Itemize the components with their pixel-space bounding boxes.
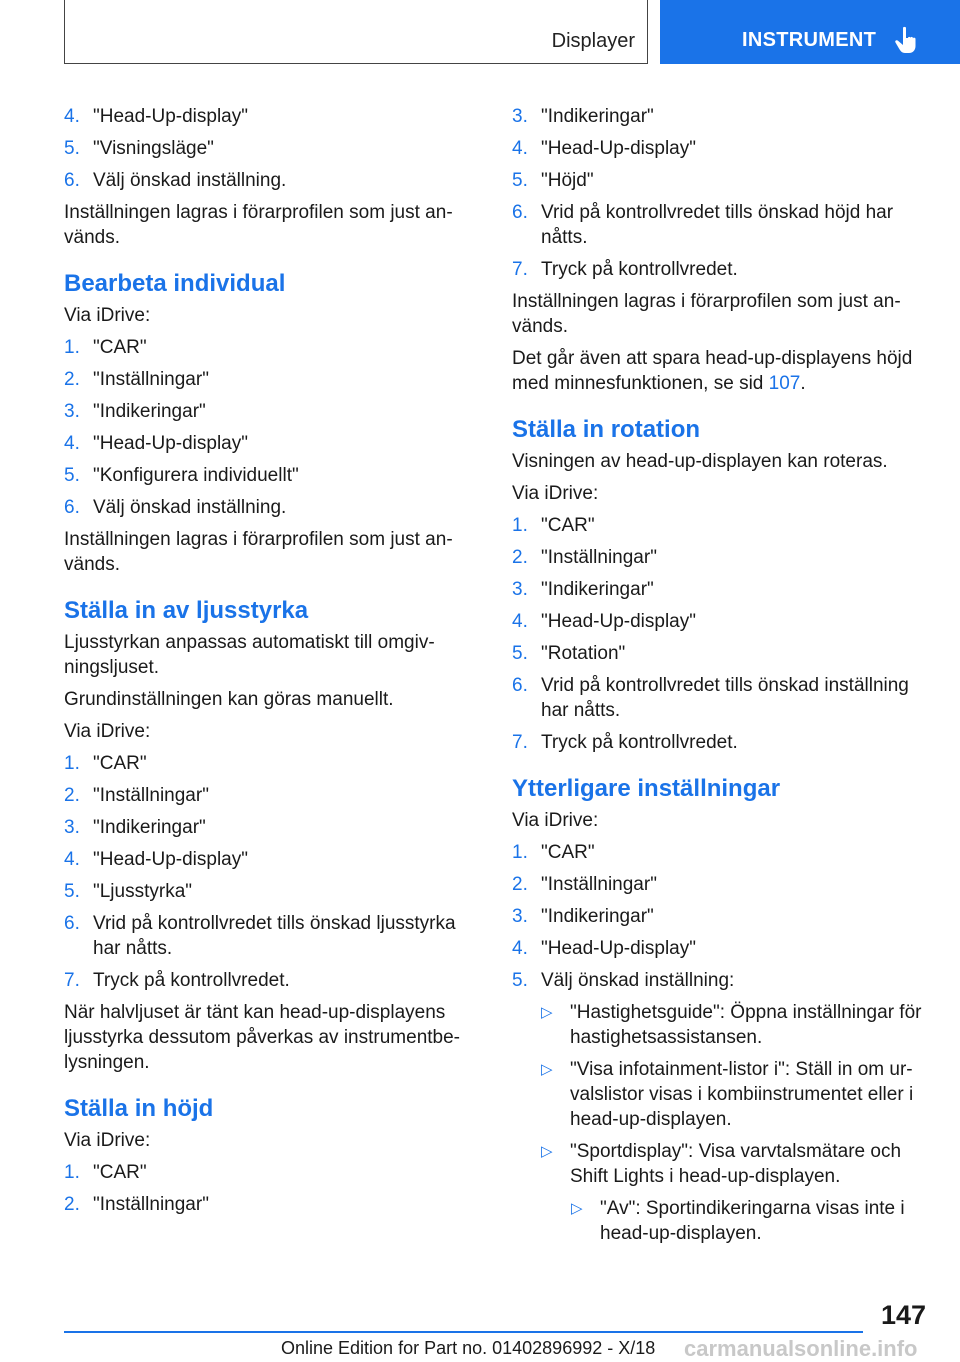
triangle-bullet-icon: ▷ [541, 1061, 553, 1078]
list-item: 1. "CAR" [512, 515, 595, 536]
paragraph: När halvljuset är tänt kan head-up-displayens ljusstyrka dessutom påverkas av instrumentbelysningen. [64, 1002, 460, 1073]
sub-bullet-item: ▷ "Av": Sportindikeringarna visas inte i head-up-displayen. [571, 1198, 905, 1244]
list-item: 6. Vrid på kontrollvredet tills önskad inställning har nåtts. [512, 675, 909, 721]
paragraph: Visningen av head-up-displayen kan roteras. [512, 451, 888, 472]
list-item: 3. "Indikeringar" [64, 401, 206, 422]
list-item: 5. "Rotation" [512, 643, 626, 664]
list-item: 6. Välj önskad inställning. [64, 497, 287, 518]
list-item: 5. "Konfigurera individuellt" [64, 465, 299, 486]
list-item: 3. "Indikeringar" [512, 579, 654, 600]
list-item: 6. Vrid på kontrollvredet tills önskad höjd har nåtts. [512, 202, 894, 248]
paragraph: Grundinställningen kan göras manuellt. [64, 689, 394, 710]
footer-divider [64, 1331, 863, 1333]
list-item: 4. "Head-Up-display" [64, 849, 248, 870]
header-box [64, 0, 648, 64]
list-item: 2. "Inställningar" [64, 369, 209, 390]
chapter-tab-label: INSTRUMENT [742, 29, 877, 51]
section-title: Displayer [551, 30, 635, 52]
list-item: 7. Tryck på kontrollvredet. [64, 970, 290, 991]
triangle-bullet-icon: ▷ [541, 1143, 553, 1160]
paragraph: Det går även att spara head-up-displayens höjd med minnesfunktionen, se sid 107. [512, 348, 913, 394]
page-reference-link[interactable]: 107 [768, 373, 801, 394]
list-item: 4. "Head-Up-display" [64, 106, 248, 127]
page-number: 147 [880, 1300, 926, 1330]
list-item: 7. Tryck på kontrollvredet. [512, 732, 738, 753]
left-column [64, 104, 464, 1224]
list-item: 3. "Indikeringar" [512, 906, 654, 927]
section-heading: Ställa in av ljusstyrka [64, 597, 309, 624]
list-item: 4. "Head-Up-display" [512, 611, 696, 632]
list-item: 4. "Head-Up-display" [64, 433, 248, 454]
via-idrive-label: Via iDrive: [64, 721, 151, 742]
list-item: 4. "Head-Up-display" [512, 138, 696, 159]
list-item: 7. Tryck på kontrollvredet. [512, 259, 738, 280]
list-item: 3. "Indikeringar" [64, 817, 206, 838]
list-item: 1. "CAR" [512, 842, 595, 863]
bullet-item: ▷ "Visa infotainment-listor i": Ställ in om urvalslistor visas i kombiinstrumentet eller i head-up-displayen. [541, 1059, 914, 1130]
list-item: 6. Välj önskad inställning. [64, 170, 287, 191]
paragraph: Inställningen lagras i förarprofilen som just används. [512, 291, 901, 337]
bullet-item: ▷ "Sportdisplay": Visa varvtalsmätare och Shift Lights i head-up-displayen. [541, 1141, 902, 1187]
watermark: carmanualsonline.info [684, 1336, 918, 1361]
pointing-hand-icon [894, 26, 920, 54]
list-item: 5. "Visningsläge" [64, 138, 214, 159]
list-item: 1. "CAR" [64, 337, 147, 358]
section-heading: Ställa in höjd [64, 1095, 214, 1122]
via-idrive-label: Via iDrive: [64, 1130, 151, 1151]
list-item: 5. "Höjd" [512, 170, 594, 191]
bullet-item: ▷ "Hastighetsguide": Öppna inställningar för hastighetsassistansen. [541, 1002, 922, 1048]
footer-edition: Online Edition for Part no. 01402896992 - X/18 [281, 1338, 656, 1358]
triangle-bullet-icon: ▷ [571, 1200, 583, 1217]
list-item: 2. "Inställningar" [64, 785, 209, 806]
triangle-bullet-icon: ▷ [541, 1004, 553, 1021]
list-item: 6. Vrid på kontrollvredet tills önskad ljusstyrka har nåtts. [64, 913, 456, 959]
section-heading: Bearbeta individual [64, 270, 286, 297]
section-heading: Ytterligare inställningar [512, 775, 781, 802]
via-idrive-label: Via iDrive: [512, 810, 599, 831]
chapter-tab [660, 0, 960, 64]
list-item: 5. "Ljusstyrka" [64, 881, 193, 902]
paragraph: Inställningen lagras i förarprofilen som just används. [64, 202, 453, 248]
via-idrive-label: Via iDrive: [64, 305, 151, 326]
via-idrive-label: Via iDrive: [512, 483, 599, 504]
list-item: 2. "Inställningar" [512, 547, 657, 568]
list-item: 1. "CAR" [64, 753, 147, 774]
list-item: 4. "Head-Up-display" [512, 938, 696, 959]
list-item: 5. Välj önskad inställning: [512, 970, 735, 991]
right-column [512, 104, 928, 1253]
list-item: 1. "CAR" [64, 1162, 147, 1183]
section-heading: Ställa in rotation [512, 416, 701, 443]
list-item: 3. "Indikeringar" [512, 106, 654, 127]
list-item: 2. "Inställningar" [64, 1194, 209, 1215]
list-item: 2. "Inställningar" [512, 874, 657, 895]
paragraph: Ljusstyrkan anpassas automatiskt till omgivningsljuset. [64, 632, 435, 678]
paragraph: Inställningen lagras i förarprofilen som just används. [64, 529, 453, 575]
